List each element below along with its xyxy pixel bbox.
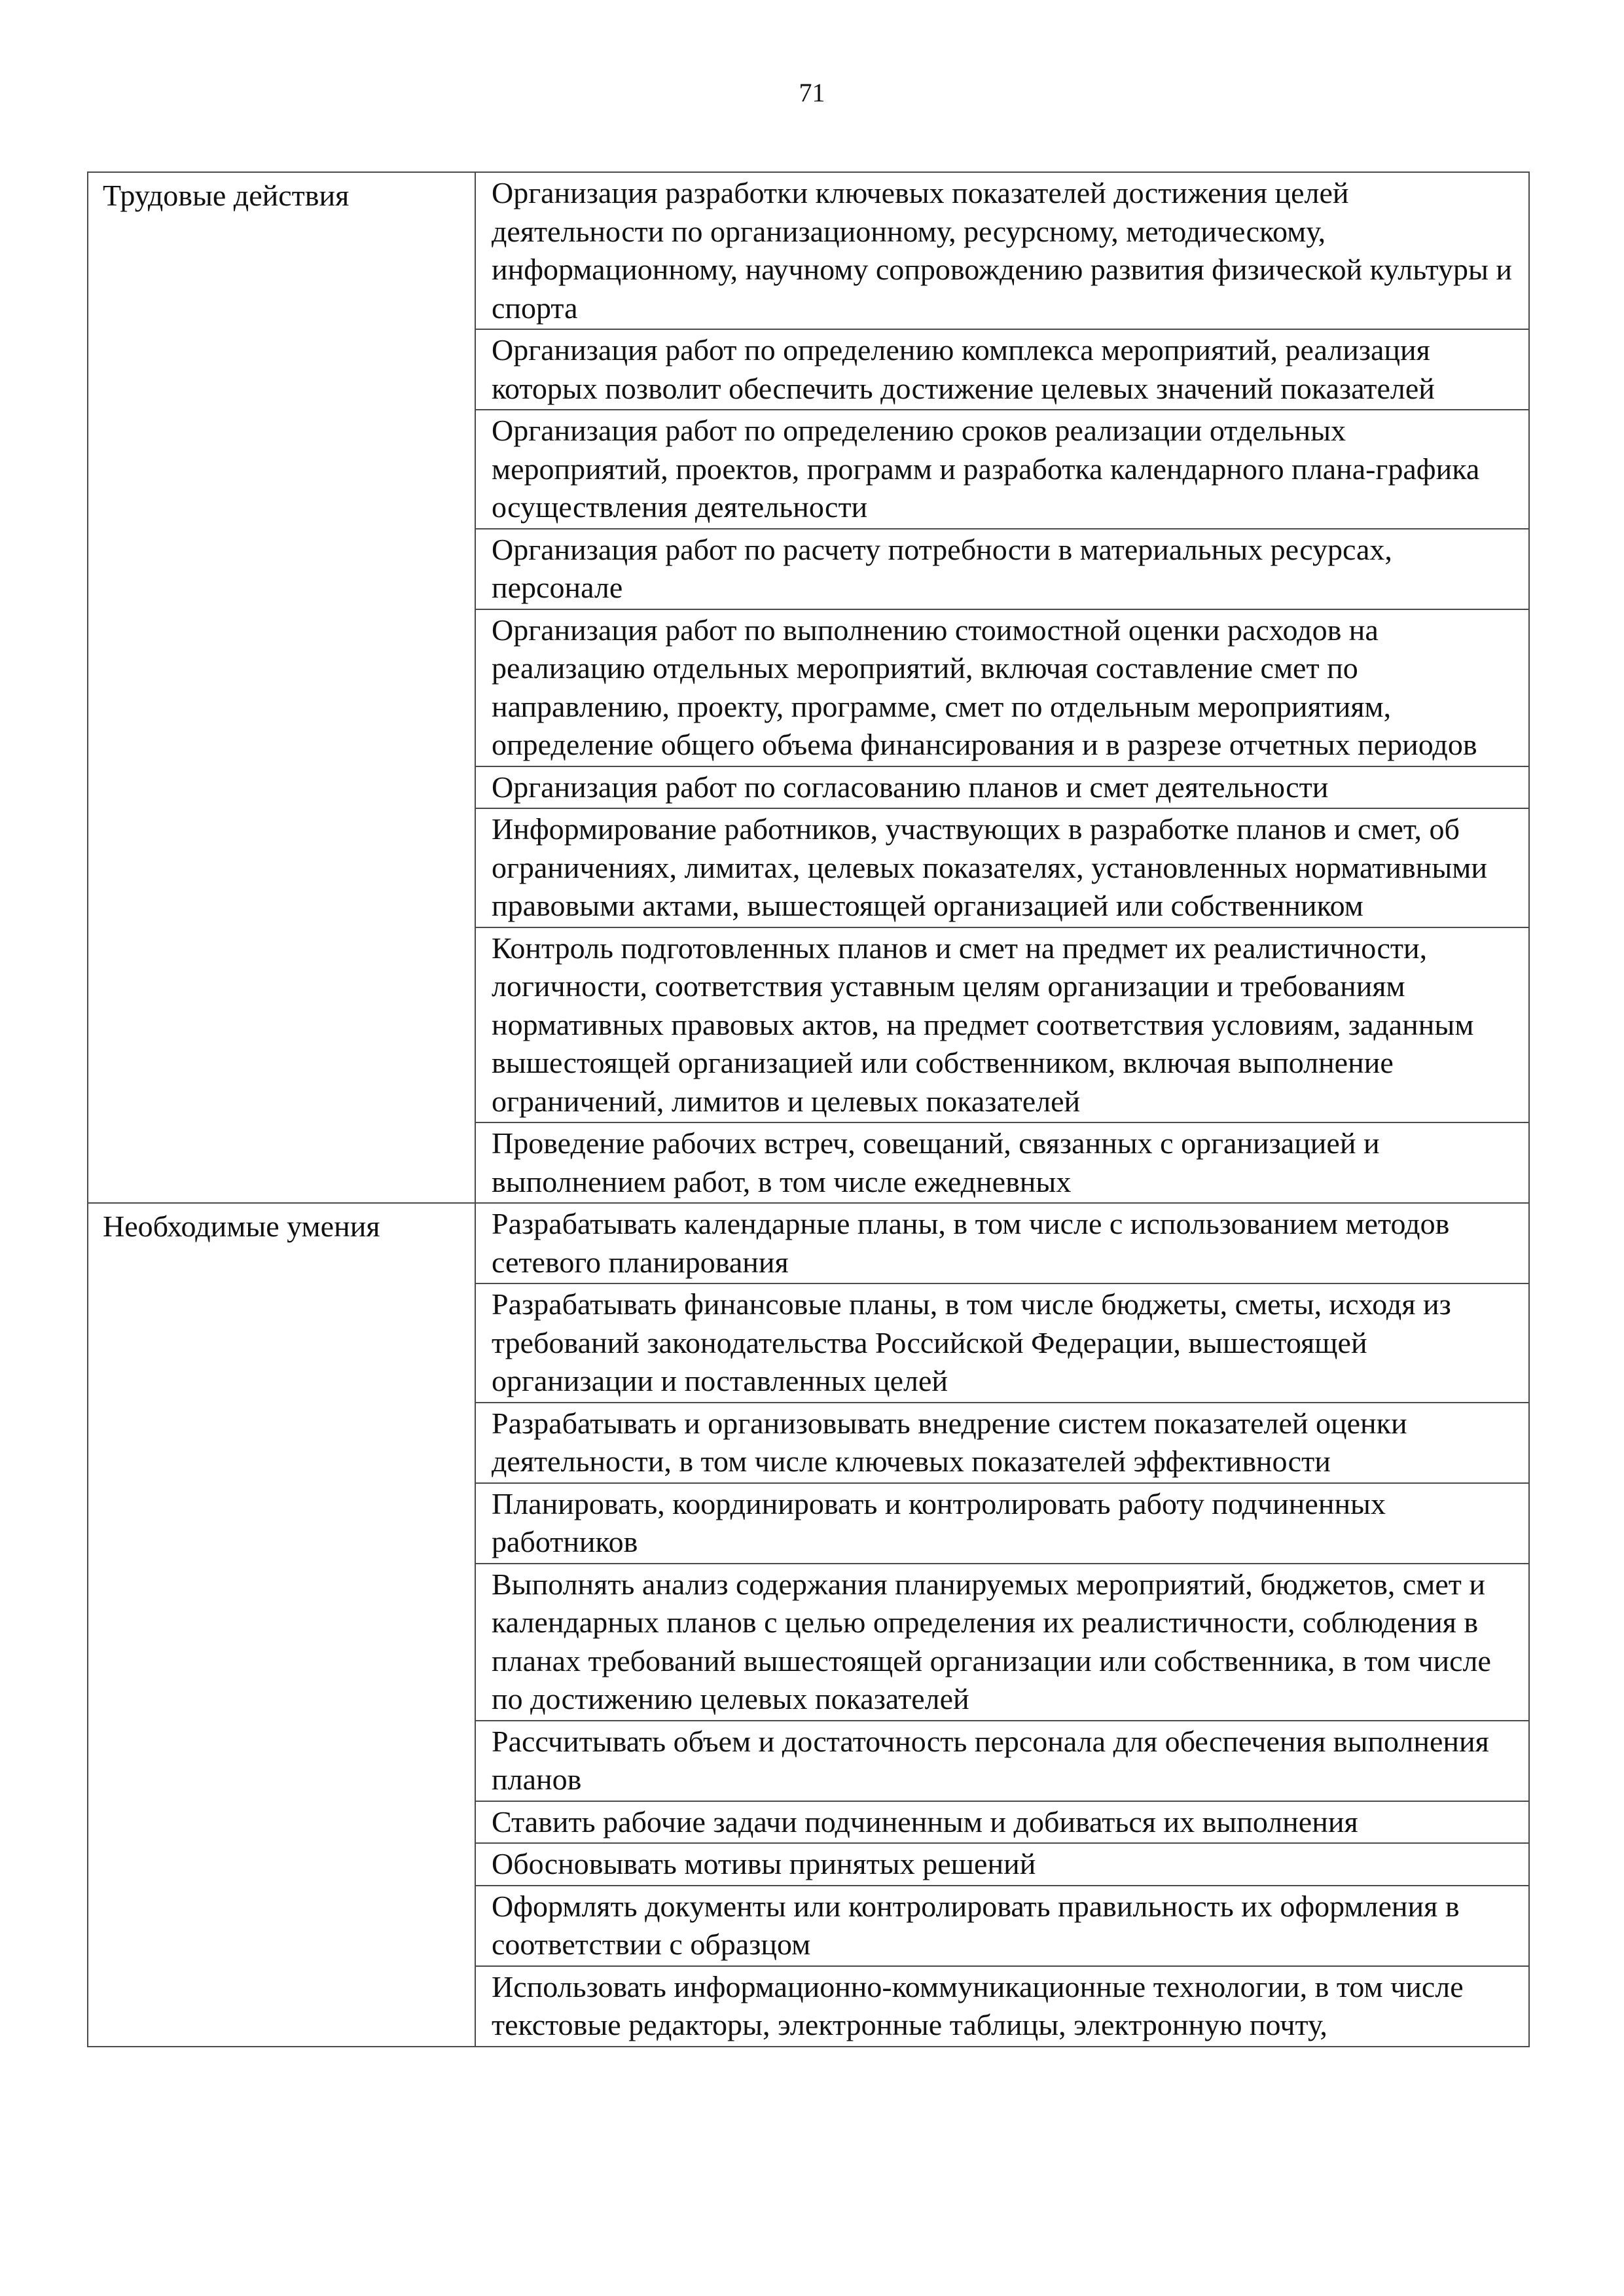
table-cell-item: Организация работ по согласованию планов и смет деятельности [475, 766, 1529, 809]
table-body [88, 172, 1529, 2047]
table-cell-item: Организация работ по выполнению стоимостной оценки расходов на реализацию отдельных мероприятий, включая составление смет по направлению, проекту, программе, смет по отдельным мероприятиям, определение общего объема финансирования и в разрезе отчетных периодов [475, 609, 1529, 766]
table-cell-item: Информирование работников, участвующих в разработке планов и смет, об ограничениях, лимитах, целевых показателях, установленных нормативными правовыми актами, вышестоящей организацией или собственником [475, 808, 1529, 927]
table-cell-item: Использовать информационно-коммуникационные технологии, в том числе текстовые редакторы, электронные таблицы, электронную почту, [475, 1966, 1529, 2047]
table-cell-item: Организация разработки ключевых показателей достижения целей деятельности по организационному, ресурсному, методическому, информационному, научному сопровождению развития физической культуры и спорта [475, 172, 1529, 329]
section-label: Трудовые действия [88, 172, 475, 1203]
table-cell-item: Организация работ по определению сроков реализации отдельных мероприятий, проектов, программ и разработка календарного плана-графика осуществления деятельности [475, 410, 1529, 529]
table-cell-item: Планировать, координировать и контролировать работу подчиненных работников [475, 1483, 1529, 1564]
table-cell-item: Рассчитывать объем и достаточность персонала для обеспечения выполнения планов [475, 1721, 1529, 1801]
table-cell-item: Разрабатывать финансовые планы, в том числе бюджеты, сметы, исходя из требований законодательства Российской Федерации, вышестоящей организации и поставленных целей [475, 1283, 1529, 1403]
table-cell-item: Организация работ по расчету потребности в материальных ресурсах, персонале [475, 529, 1529, 609]
table-cell-item: Проведение рабочих встреч, совещаний, связанных с организацией и выполнением работ, в том числе ежедневных [475, 1122, 1529, 1203]
table-row [88, 172, 1529, 329]
document-table [87, 171, 1530, 2047]
table-cell-item: Ставить рабочие задачи подчиненным и добиваться их выполнения [475, 1801, 1529, 1844]
section-label: Необходимые умения [88, 1203, 475, 2047]
table-cell-item: Обосновывать мотивы принятых решений [475, 1843, 1529, 1886]
table-cell-item: Разрабатывать и организовывать внедрение систем показателей оценки деятельности, в том числе ключевых показателей эффективности [475, 1403, 1529, 1483]
table-cell-item: Контроль подготовленных планов и смет на предмет их реалистичности, логичности, соответствия уставным целям организации и требованиям нормативных правовых актов, на предмет соответствия условиям, заданным вышестоящей организацией или собственником, включая выполнение ограничений, лимитов и целевых показателей [475, 927, 1529, 1123]
table-row [88, 1203, 1529, 1283]
table-cell-item: Выполнять анализ содержания планируемых мероприятий, бюджетов, смет и календарных планов с целью определения их реалистичности, соблюдения в планах требований вышестоящей организации или собственника, в том числе по достижению целевых показателей [475, 1564, 1529, 1721]
page-number: 71 [799, 78, 825, 107]
table-cell-item: Оформлять документы или контролировать правильность их оформления в соответствии с образцом [475, 1886, 1529, 1966]
table-cell-item: Разрабатывать календарные планы, в том числе с использованием методов сетевого планирования [475, 1203, 1529, 1283]
table-cell-item: Организация работ по определению комплекса мероприятий, реализация которых позволит обеспечить достижение целевых значений показателей [475, 329, 1529, 410]
